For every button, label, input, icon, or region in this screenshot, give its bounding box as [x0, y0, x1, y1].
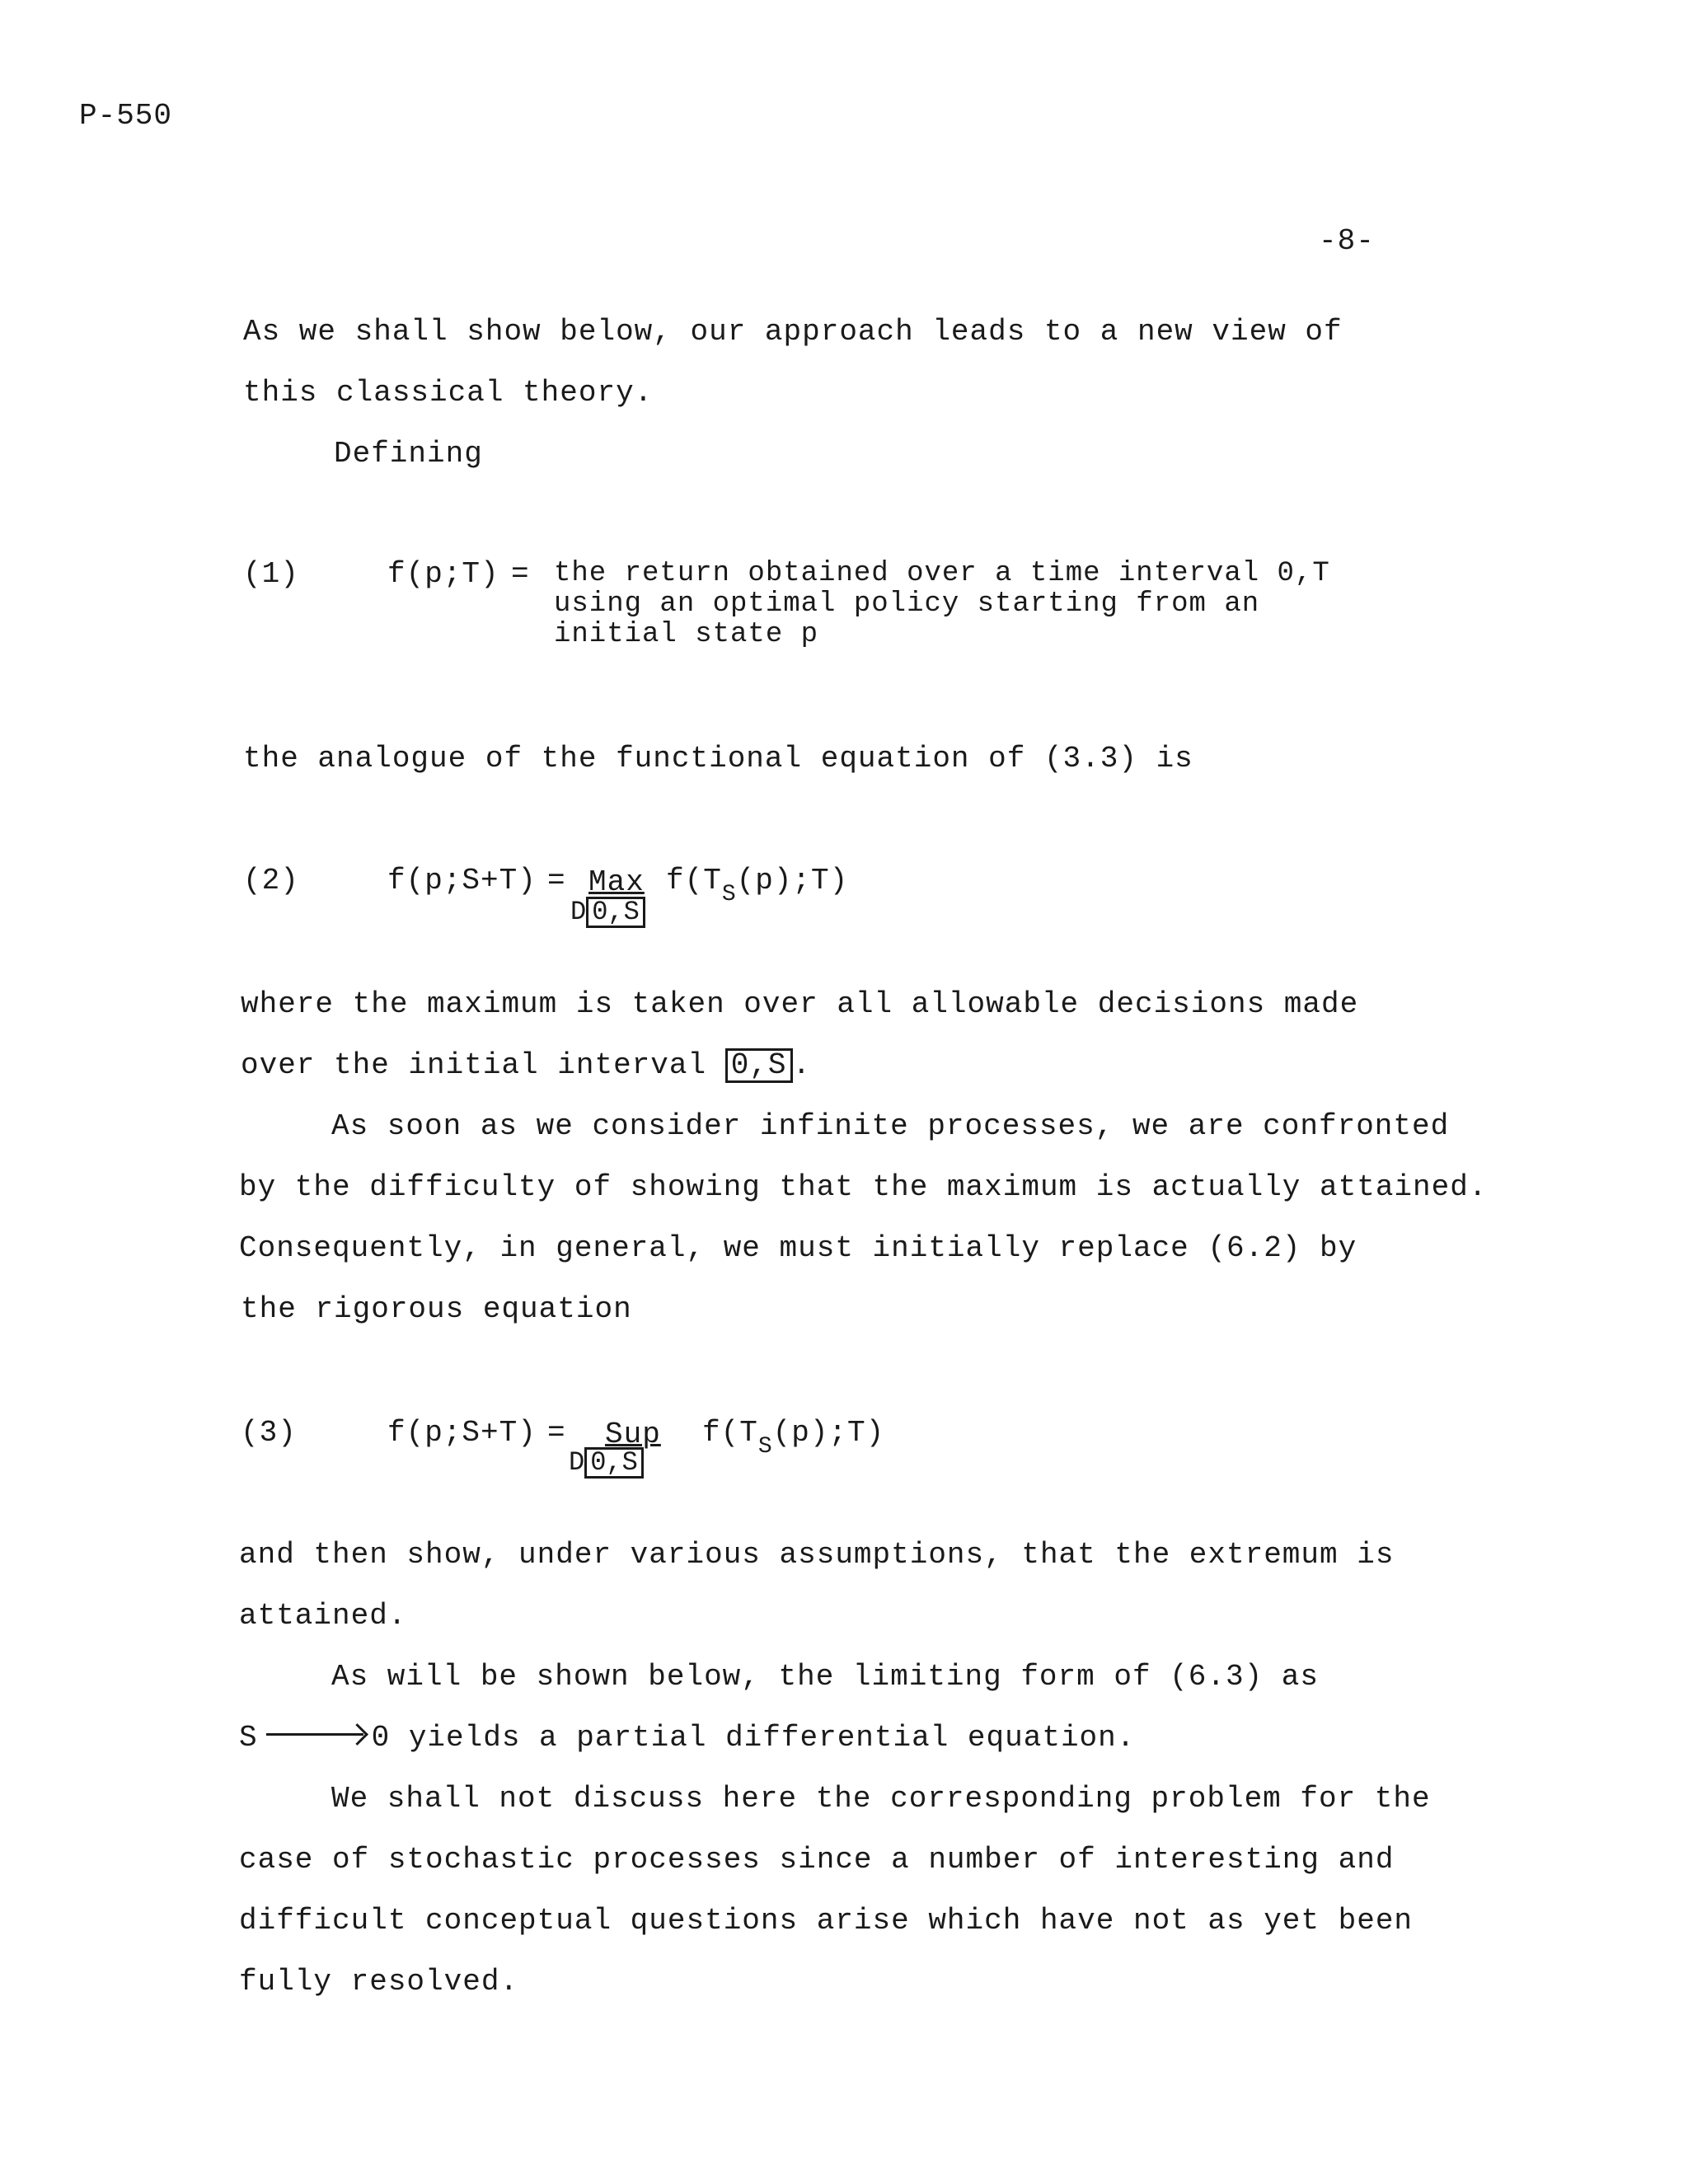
sup-subscript: D 0,S: [569, 1447, 644, 1479]
max-operator: Max: [588, 865, 645, 899]
body-line: the analogue of the functional equation of (3.3) is: [243, 742, 1193, 776]
equals-sign: =: [547, 864, 566, 898]
body-line: by the difficulty of showing that the maximum is actually attained.: [239, 1170, 1488, 1204]
report-id: P-550: [79, 99, 173, 133]
equation-lhs: f(p;S+T): [387, 1416, 537, 1450]
equals-sign: =: [511, 557, 530, 591]
body-line: difficult conceptual questions arise which have not as yet been: [239, 1904, 1414, 1938]
body-line: Defining: [334, 437, 483, 471]
body-line: attained.: [239, 1599, 407, 1633]
interval-bracket: 0,S: [586, 897, 645, 928]
definition-line: the return obtained over a time interval 0,T: [554, 558, 1330, 589]
body-line: the rigorous equation: [241, 1292, 632, 1326]
body-line: As soon as we consider infinite processes, we are confronted: [331, 1109, 1450, 1143]
body-line: As will be shown below, the limiting form of (6.3) as: [331, 1660, 1319, 1694]
equation-number: (1): [243, 557, 299, 591]
equation-number: (3): [241, 1416, 297, 1450]
body-line: this classical theory.: [243, 376, 654, 410]
definition-line: initial state p: [554, 619, 819, 650]
page-number: -8-: [1319, 224, 1375, 258]
body-line: S 0 yields a partial differential equation.: [239, 1721, 1136, 1755]
interval-bracket: 0,S: [725, 1048, 793, 1083]
body-line: over the initial interval 0,S .: [241, 1048, 812, 1082]
equation-lhs: f(p;T): [387, 557, 499, 591]
max-subscript: D 0,S: [570, 897, 645, 928]
body-line: case of stochastic processes since a number of interesting and: [239, 1843, 1395, 1877]
body-line: where the maximum is taken over all allowable decisions made: [241, 987, 1359, 1021]
body-line: fully resolved.: [239, 1965, 519, 1999]
body-line: and then show, under various assumptions, that the extremum is: [239, 1538, 1395, 1572]
body-line: As we shall show below, our approach leads to a new view of: [243, 315, 1343, 349]
sup-operator: Sup: [605, 1418, 661, 1451]
body-line: We shall not discuss here the corresponding problem for the: [331, 1782, 1431, 1816]
equals-sign: =: [547, 1416, 566, 1450]
definition-line: using an optimal policy starting from an: [554, 588, 1260, 620]
equation-rhs: $f(T_S(p);T)$: [666, 864, 849, 907]
interval-bracket: 0,S: [584, 1447, 644, 1479]
equation-rhs: $f(T_S(p);T)$: [702, 1416, 885, 1460]
equation-lhs: f(p;S+T): [387, 864, 537, 898]
long-right-arrow-icon: [266, 1733, 363, 1736]
equation-number: (2): [243, 864, 299, 898]
body-line: Consequently, in general, we must initially replace (6.2) by: [239, 1231, 1357, 1265]
